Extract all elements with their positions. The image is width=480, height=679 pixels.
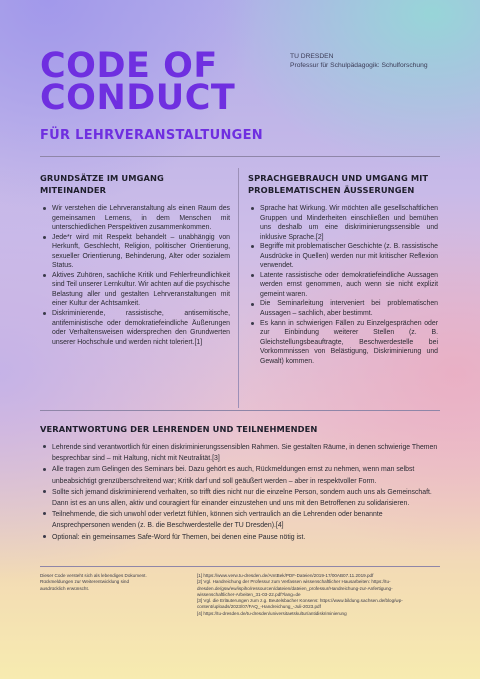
list-item: Latente rassistische oder demokratiefeindliche Aussagen werden ernst genommen, auch wenn sie nicht explizit gemeint waren. (248, 271, 438, 300)
list-item: Aktives Zuhören, sachliche Kritik und Fehlerfreundlichkeit sind Teil unserer Lernkultur. Wir achten auf die psychische Belastung aller und gestalten Lehrveranstaltungen mit einer Kultur der Achtsamkeit. (40, 271, 230, 309)
reference-line: [2] Vgl. Handreichung der Professur zum Verfassen wissenschaftlicher Hausarbeiten: https://tu- (197, 579, 391, 585)
reference-line: [1] https://www.verw.tu-dresden.de/AmtBek/PDF-Dateien/2019-17/00AB07.11.2019.pdf (197, 573, 374, 578)
list-item: Optional: ein gemeinsames Safe-Word für Themen, bei denen eine Pause nötig ist. (40, 532, 440, 543)
section-principles (40, 172, 230, 347)
responsibility-list (40, 442, 440, 543)
title-line: CODE OF (40, 46, 218, 86)
column-divider (238, 168, 239, 408)
list-item: Jede*r wird mit Respekt behandelt – unabhängig von Herkunft, Geschlecht, Religion, politischer Orientierung, sexueller Orientierung, Behinderung, Alter oder sozialem Status. (40, 233, 230, 271)
reference-line: [3] Vgl. die Erläuterungen zum z.g. Beutelsbacher Konsens: https://www.bildung.sachsen.de/blog/wp- (197, 598, 403, 604)
institution-info (290, 52, 428, 70)
list-item: Wir verstehen die Lehrveranstaltung als einen Raum des gemeinsamen Lernens, in dem Menschen mit unterschiedlichen Perspektiven zusammenkommen. (40, 204, 230, 233)
divider-top (40, 156, 440, 157)
divider-middle (40, 410, 440, 411)
list-item: Diskriminierende, rassistische, antisemitische, antifeministische oder demokratiefeindliche Äußerungen oder Verhaltensweisen widersprechen den Grundwerten unserer Hochschule und werden nicht toleriert.[1] (40, 309, 230, 347)
institution-name: TU DRESDEN (290, 53, 334, 60)
heading-line: PROBLEMATISCHEN ÄUSSERUNGEN (248, 185, 415, 195)
list-item: Sprache hat Wirkung. Wir möchten alle gesellschaftlichen Gruppen und Minderheiten einschließen und bemühen uns deshalb um eine diskriminierungssensible und inklusive Sprache.[2] (248, 204, 438, 242)
list-item: Begriffe mit problematischer Geschichte (z. B. rassistische Ausdrücke in Quellen) werden nur mit kritischer Reflexion verwendet. (248, 242, 438, 271)
heading-line: MITEINANDER (40, 185, 107, 195)
footer-references (197, 573, 442, 617)
principles-list (40, 204, 230, 347)
document-title (40, 46, 236, 118)
heading-line: SPRACHGEBRAUCH UND UMGANG MIT (248, 173, 429, 183)
list-item: Es kann in schwierigen Fällen zu Einzelgesprächen oder zur Einbindung weiterer Stellen (z. B. Gleichstellungsbeauftragte, Beschwerdestelle bei Vorkommnissen von Belästigung, Diskriminierung und Gewalt) kommen. (248, 319, 438, 367)
list-item: Teilnehmende, die sich unwohl oder verletzt fühlen, können sich vertraulich an die Lehrenden oder benannte Ansprechpersonen wenden (z. B. die Beschwerdestelle der TU Dresden).[4] (40, 509, 440, 531)
section-responsibility (40, 423, 440, 543)
list-item: Sollte sich jemand diskriminierend verhalten, so trifft dies nicht nur die einzelne Person, sondern auch uns als Gemeinschaft. Dann ist es an uns allen, aktiv und couragiert für einander einzustehen und uns mit den Betroffenen zu solidarisieren. (40, 487, 440, 509)
note-line: ausdrücklich erwünscht. (40, 585, 90, 591)
reference-line: content/uploads/2023/07/FAQ_-Handreichung_-Juli-2023.pdf (197, 604, 321, 610)
list-item: Lehrende sind verantwortlich für einen diskriminierungssensiblen Rahmen. Sie gestalten Räume, in denen schwierige Themen besprechbar sind – mit Haltung, nicht mit Neutralität.[3] (40, 442, 440, 464)
section-heading (248, 172, 438, 196)
section-heading: VERANTWORTUNG DER LEHRENDEN UND TEILNEHMENDEN (40, 424, 318, 434)
note-line: Dieser Code versteht sich als lebendiges Dokument. (40, 573, 147, 578)
title-line: CONDUCT (40, 78, 236, 118)
footer-note (40, 573, 170, 592)
list-item: Die Seminarleitung interveniert bei problematischen Aussagen – sachlich, aber bestimmt. (248, 299, 438, 318)
note-line: Rückmeldungen zur Weiterentwicklung sind (40, 579, 130, 585)
language-list (248, 204, 438, 366)
divider-bottom (40, 566, 440, 567)
reference-line: wissenschaftlicher-Arbeiten_31-03-22.pdf?lang=de (197, 591, 301, 597)
heading-line: GRUNDSÄTZE IM UMGANG (40, 173, 164, 183)
reference-line: dresden.de/gsw/ew/ispiho/ressourcen/dateien/dateien_professur/Handreichung-zur-Anfertigung- (197, 585, 393, 591)
section-heading (40, 172, 230, 196)
list-item: Alle tragen zum Gelingen des Seminars bei. Dazu gehört es auch, Rückmeldungen ernst zu nehmen, wenn man selbst unbeabsichtigt grenzüberschreitend war; Kritik darf und soll geäußert werden – aber in respektvoller Form. (40, 464, 440, 486)
department-name: Professur für Schulpädagogik: Schulforschung (290, 62, 428, 69)
document-subtitle: FÜR LEHRVERANSTALTUNGEN (40, 128, 263, 143)
section-language (248, 172, 438, 366)
reference-line: [4] https://tu-dresden.de/tu-dresden/universitaetskultur/antidiskriminierung (197, 610, 347, 616)
